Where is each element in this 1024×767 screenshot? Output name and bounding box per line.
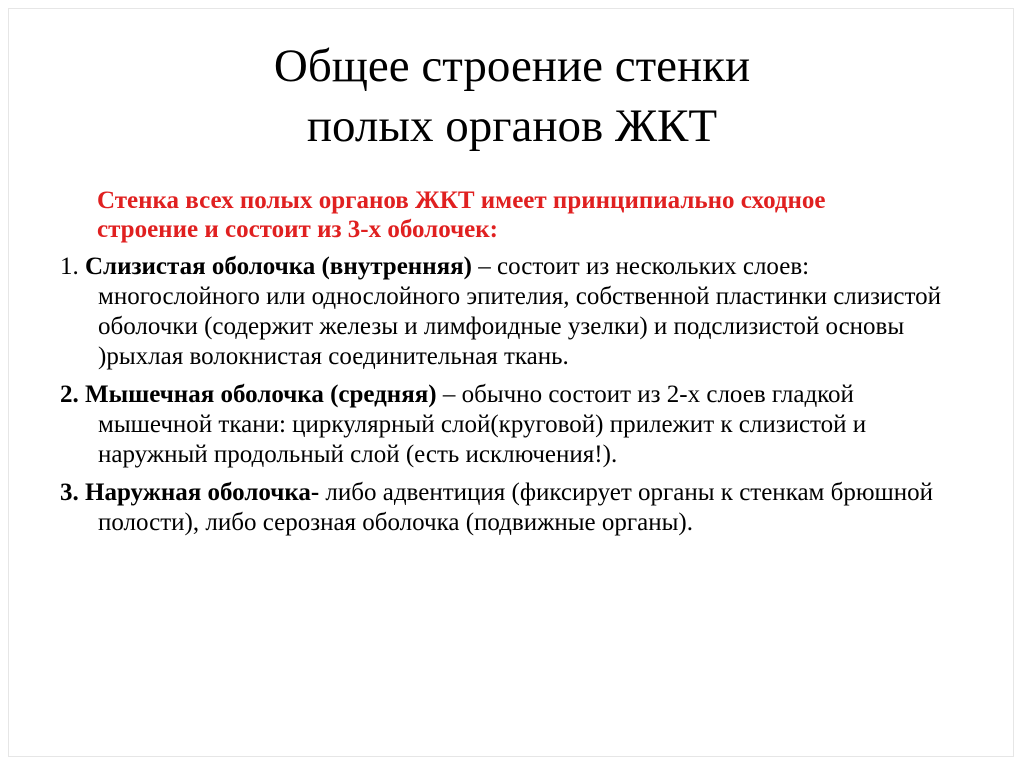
list-item-number: 2. (60, 381, 79, 408)
list-item-text: – обычно состоит из 2-х слоев гладкой мышечной ткани: циркулярный слой(круговой) прилежит к слизистой и наружный продольный слой (есть исключения!). (98, 381, 867, 468)
list-item-mucosa (60, 252, 960, 372)
membrane-list (60, 252, 960, 546)
list-item-text: – состоит из нескольких слоев: многослойного или однослойного эпителия, собственной пластинки слизистой оболочки (содержит железы и лимфоидные узелки) и подслизистой основы )рыхлая волокнистая соединительная ткань. (98, 253, 941, 370)
list-item-outer (60, 478, 960, 538)
list-item-number: 3. (60, 479, 79, 506)
slide-title-line-2: полых органов ЖКТ (306, 100, 718, 152)
slide-title-line-1: Общее строение стенки (273, 40, 751, 92)
list-item-muscular (60, 380, 960, 470)
intro-text: Стенка всех полых органов ЖКТ имеет принципиально сходное строение и состоит из 3-х оболочек: (97, 187, 826, 243)
list-item-heading: Слизистая оболочка (внутренняя) (78, 253, 472, 280)
list-item-number: 1. (60, 253, 79, 280)
list-item-heading: Мышечная оболочка (средняя) (78, 381, 437, 408)
slide-title (0, 36, 1024, 156)
list-item-text: либо адвентиция (фиксирует органы к стенкам брюшной полости), либо серозная оболочка (подвижные органы). (98, 479, 934, 536)
list-item-heading: Наружная оболочка- (78, 479, 320, 506)
